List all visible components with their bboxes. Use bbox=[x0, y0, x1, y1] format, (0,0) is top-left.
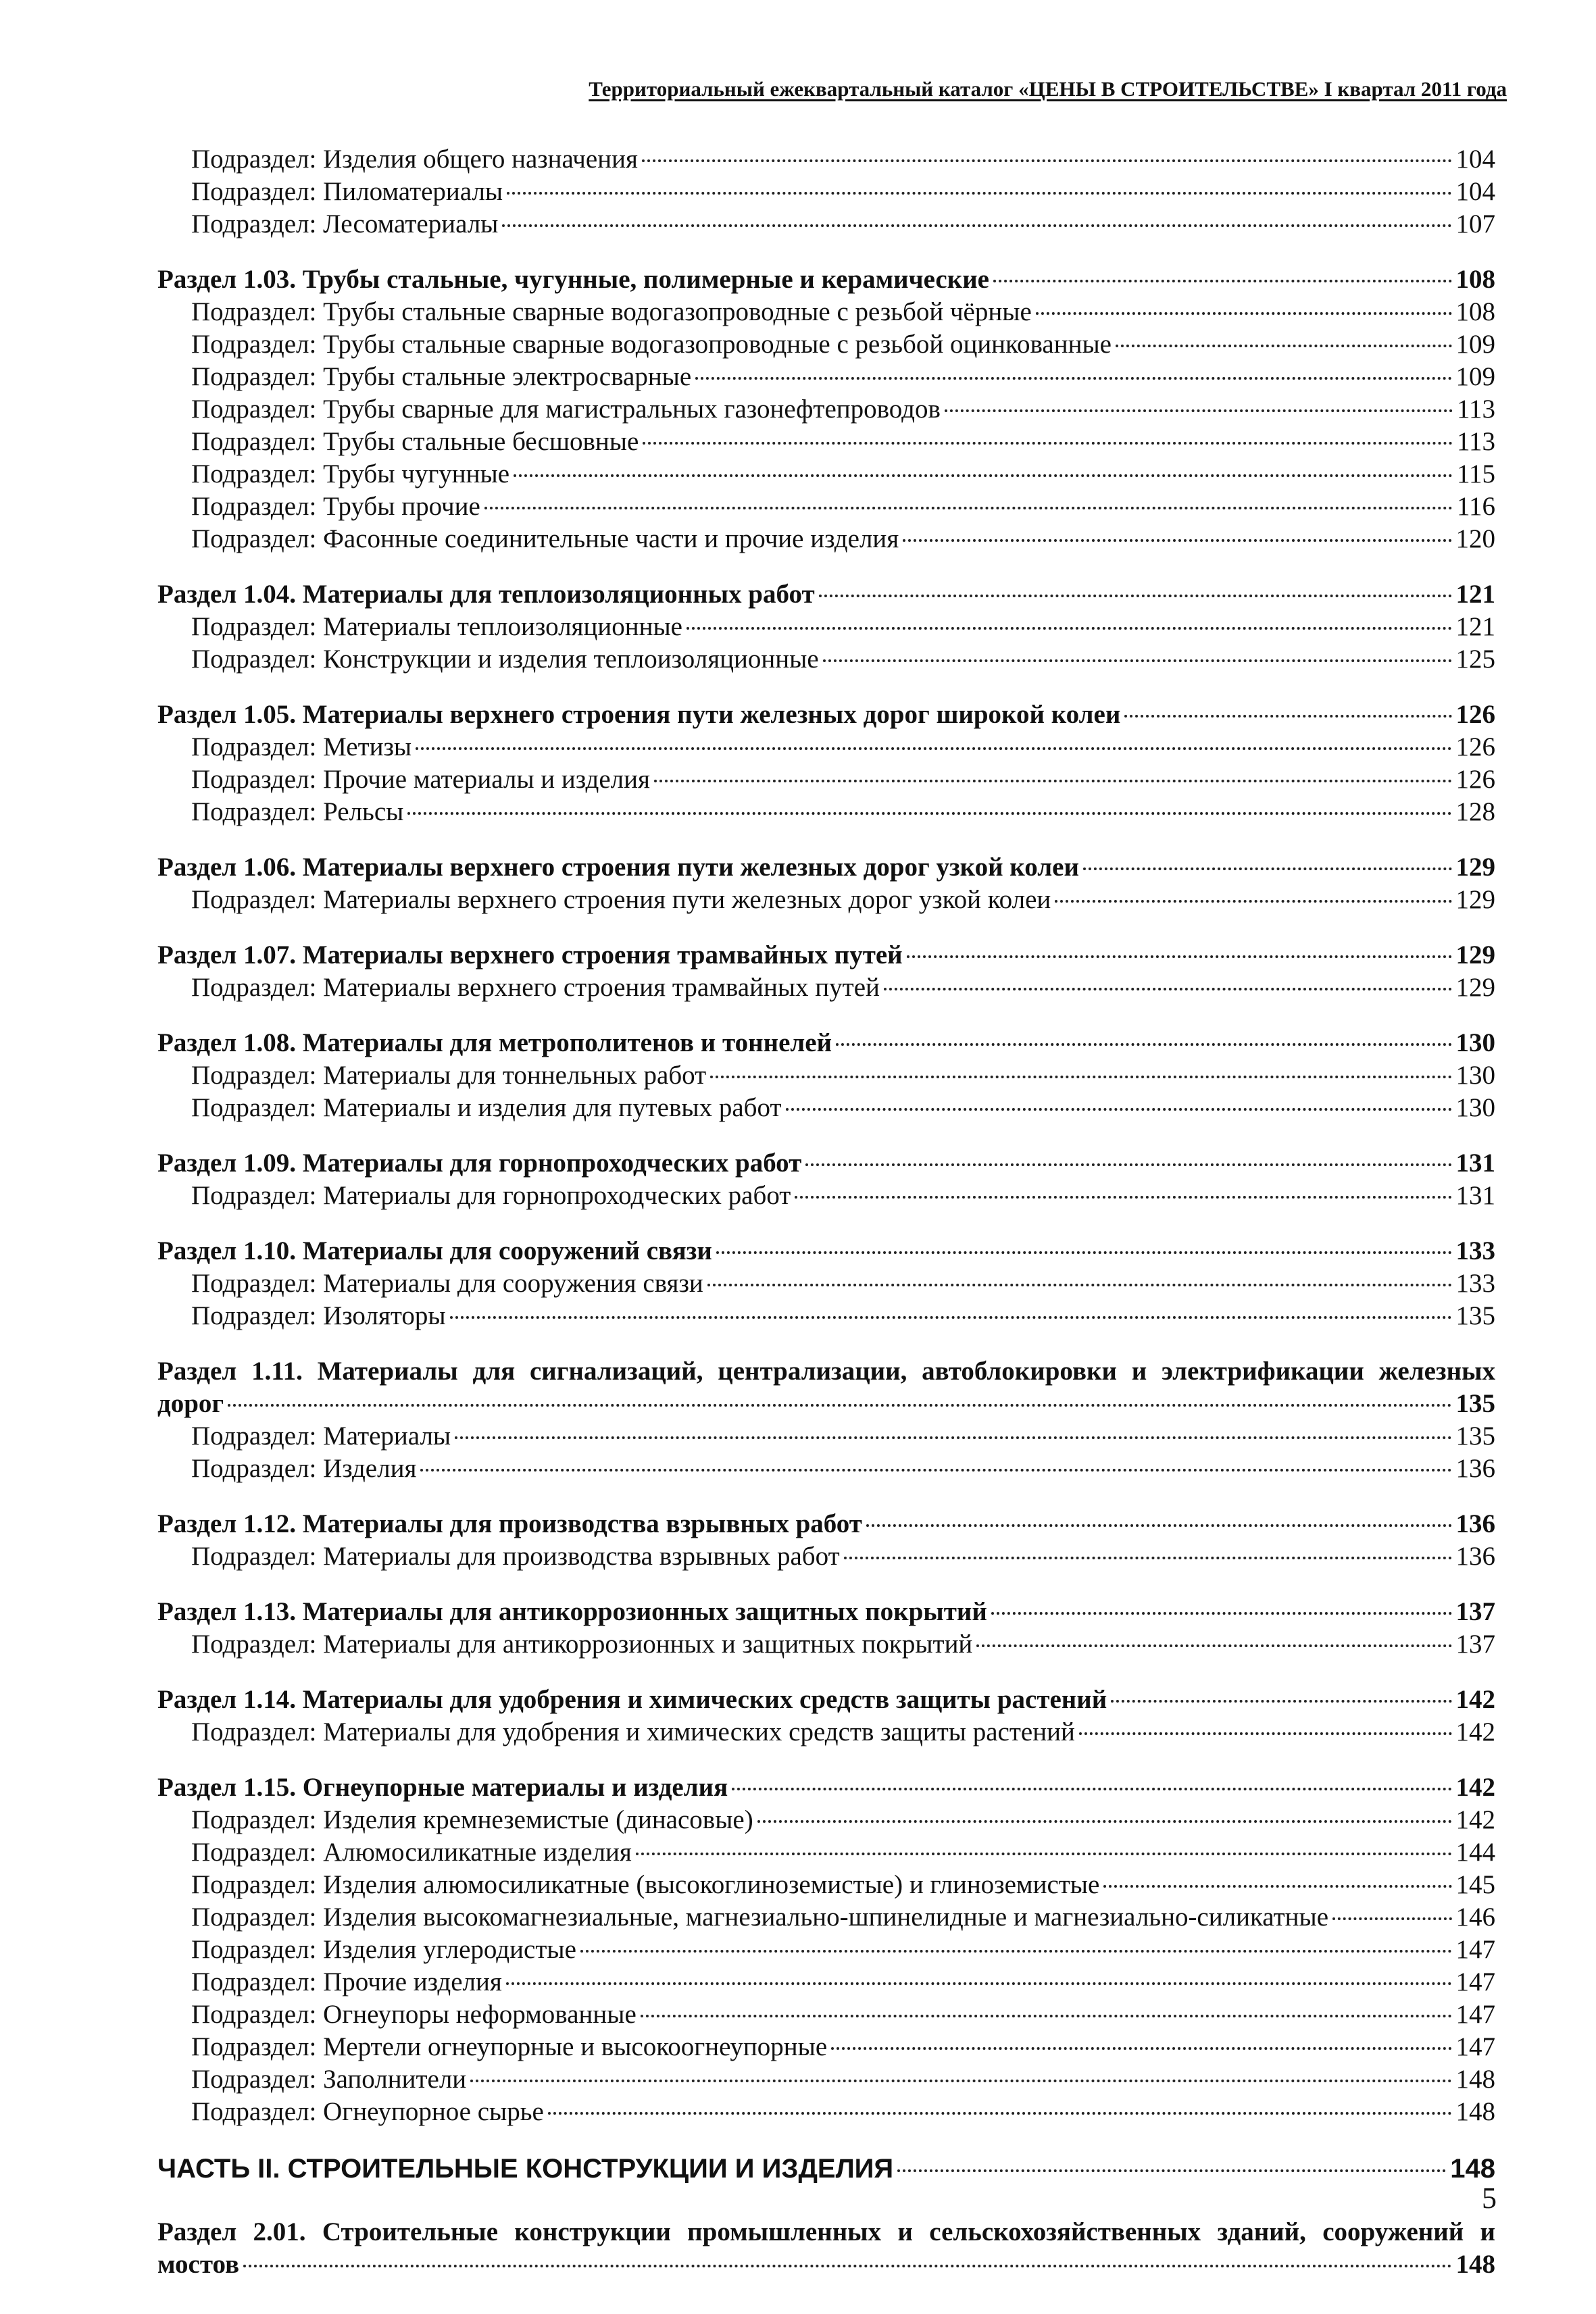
toc-subsection-entry[interactable] bbox=[191, 2031, 1495, 2063]
dot-leader bbox=[580, 1950, 1452, 1953]
entry-page-number: 116 bbox=[1456, 492, 1495, 521]
entry-page-number: 126 bbox=[1455, 700, 1495, 729]
entry-page-number: 113 bbox=[1456, 427, 1495, 456]
toc-subsection-entry[interactable] bbox=[191, 1716, 1495, 1749]
entry-page-number: 104 bbox=[1455, 177, 1495, 206]
toc-subsection-entry[interactable] bbox=[191, 143, 1495, 176]
entry-title: Подраздел: Заполнители bbox=[191, 2065, 467, 2094]
dot-leader bbox=[416, 747, 1451, 750]
toc-subsection-entry[interactable] bbox=[191, 1628, 1495, 1661]
toc-subsection-entry[interactable] bbox=[191, 1092, 1495, 1124]
entry-page-number: 148 bbox=[1455, 2097, 1495, 2126]
toc-section-entry[interactable] bbox=[157, 263, 1495, 296]
dot-leader bbox=[1116, 345, 1452, 347]
dot-leader bbox=[506, 1982, 1452, 1985]
entry-page-number: 129 bbox=[1455, 940, 1495, 970]
section-spacer bbox=[0, 1124, 1596, 1147]
toc-subsection-entry[interactable] bbox=[191, 1804, 1495, 1836]
section-spacer bbox=[0, 1004, 1596, 1027]
dot-leader bbox=[1083, 867, 1452, 870]
dot-leader bbox=[707, 1284, 1452, 1286]
entry-title: Раздел 1.06. Материалы верхнего строения пути железных дорог узкой колеи bbox=[157, 853, 1079, 882]
entry-title: Подраздел: Мертели огнеупорные и высокоогнеупорные bbox=[191, 2032, 828, 2061]
dot-leader bbox=[819, 595, 1452, 597]
entry-title: Подраздел: Материалы для тоннельных работ bbox=[191, 1061, 707, 1090]
entry-page-number: 148 bbox=[1455, 2250, 1495, 2279]
dot-leader bbox=[407, 812, 1451, 815]
dot-leader bbox=[1332, 1917, 1451, 1920]
entry-title: Подраздел: Огнеупоры неформованные bbox=[191, 2000, 637, 2029]
entry-title: Раздел 1.05. Материалы верхнего строения пути железных дорог широкой колеи bbox=[157, 700, 1121, 729]
entry-title: Подраздел: Изделия общего назначения bbox=[191, 145, 638, 174]
entry-title: Раздел 1.13. Материалы для антикоррозионных защитных покрытий bbox=[157, 1597, 987, 1626]
entry-page-number: 148 bbox=[1455, 2065, 1495, 2094]
entry-title: Подраздел: Трубы стальные электросварные bbox=[191, 362, 692, 391]
dot-leader bbox=[484, 507, 1453, 509]
toc-subsection-entry[interactable] bbox=[191, 208, 1495, 241]
entry-title: Подраздел: Алюмосиликатные изделия bbox=[191, 1838, 632, 1867]
dot-leader bbox=[643, 442, 1453, 445]
entry-page-number: 135 bbox=[1455, 1389, 1495, 1418]
dot-leader bbox=[836, 1043, 1451, 1046]
toc-subsection-entry[interactable] bbox=[191, 426, 1495, 458]
entry-title: Раздел 1.09. Материалы для горнопроходческих работ bbox=[157, 1149, 802, 1178]
entry-page-number: 147 bbox=[1455, 2032, 1495, 2061]
toc-section-entry[interactable] bbox=[157, 1388, 1495, 1420]
toc-section-entry[interactable] bbox=[157, 1147, 1495, 1180]
toc-section-entry[interactable] bbox=[157, 1027, 1495, 1059]
dot-leader bbox=[507, 192, 1451, 195]
dot-leader bbox=[907, 955, 1452, 958]
toc-section-entry[interactable] bbox=[157, 1684, 1495, 1716]
entry-title: Раздел 1.08. Материалы для метрополитенов и тоннелей bbox=[157, 1028, 832, 1057]
toc-subsection-entry[interactable] bbox=[191, 1420, 1495, 1453]
toc-subsection-entry[interactable] bbox=[191, 763, 1495, 796]
entry-title: Раздел 1.04. Материалы для теплоизоляционных работ bbox=[157, 580, 815, 609]
entry-title: ЧАСТЬ II. СТРОИТЕЛЬНЫЕ КОНСТРУКЦИИ И ИЗДЕЛИЯ bbox=[157, 2154, 894, 2184]
dot-leader bbox=[641, 2015, 1452, 2017]
entry-page-number: 131 bbox=[1455, 1181, 1495, 1210]
section-spacer bbox=[0, 555, 1596, 578]
entry-page-number: 120 bbox=[1455, 524, 1495, 553]
entry-title: Подраздел: Изделия алюмосиликатные (высокоглиноземистые) и глиноземистые bbox=[191, 1870, 1100, 1899]
toc-subsection-entry[interactable] bbox=[191, 1540, 1495, 1573]
running-header: Территориальный ежеквартальный каталог «ЦЕНЫ В СТРОИТЕЛЬСТВЕ» I квартал 2011 года bbox=[589, 77, 1507, 101]
toc-subsection-entry[interactable] bbox=[191, 972, 1495, 1004]
dot-leader bbox=[243, 2265, 1451, 2267]
entry-page-number: 126 bbox=[1455, 732, 1495, 761]
toc-subsection-entry[interactable] bbox=[191, 176, 1495, 208]
section-spacer bbox=[0, 676, 1596, 699]
dot-leader bbox=[805, 1163, 1451, 1166]
entry-page-number: 131 bbox=[1455, 1149, 1495, 1178]
section-spacer bbox=[0, 1661, 1596, 1684]
entry-page-number: 121 bbox=[1455, 612, 1495, 641]
dot-leader bbox=[1103, 1885, 1451, 1888]
table-of-contents bbox=[0, 143, 1596, 2281]
entry-title: Подраздел: Прочие материалы и изделия bbox=[191, 765, 650, 794]
entry-title: Подраздел: Изоляторы bbox=[191, 1301, 446, 1330]
entry-page-number: 147 bbox=[1455, 2000, 1495, 2029]
entry-page-number: 147 bbox=[1455, 1935, 1495, 1964]
toc-section-entry[interactable] bbox=[157, 1771, 1495, 1804]
entry-title: Раздел 1.15. Огнеупорные материалы и изделия bbox=[157, 1773, 728, 1802]
dot-leader bbox=[1111, 1700, 1451, 1703]
dot-leader bbox=[502, 224, 1451, 227]
section-spacer bbox=[0, 828, 1596, 851]
entry-title: Подраздел: Трубы чугунные bbox=[191, 459, 510, 488]
toc-subsection-entry[interactable] bbox=[191, 1300, 1495, 1332]
section-heading-line: Раздел 1.11. Материалы для сигнализаций, централизации, автоблокировки и электрификации железных bbox=[157, 1357, 1495, 1386]
section-spacer bbox=[0, 1485, 1596, 1508]
entry-title: Раздел 1.14. Материалы для удобрения и химических средств защиты растений bbox=[157, 1685, 1107, 1714]
toc-part-entry[interactable] bbox=[157, 2151, 1495, 2186]
dot-leader bbox=[831, 2047, 1451, 2050]
entry-title: Подраздел: Трубы стальные сварные водогазопроводные с резьбой чёрные bbox=[191, 297, 1032, 326]
entry-page-number: 126 bbox=[1455, 765, 1495, 794]
dot-leader bbox=[823, 659, 1452, 662]
entry-page-number: 137 bbox=[1455, 1597, 1495, 1626]
section-spacer bbox=[0, 1749, 1596, 1771]
dot-leader bbox=[976, 1644, 1451, 1647]
toc-subsection-entry[interactable] bbox=[191, 361, 1495, 393]
entry-page-number: 129 bbox=[1455, 973, 1495, 1002]
toc-subsection-entry[interactable] bbox=[191, 1180, 1495, 1212]
dot-leader bbox=[1036, 312, 1452, 315]
entry-page-number: 135 bbox=[1455, 1301, 1495, 1330]
entry-page-number: 136 bbox=[1455, 1454, 1495, 1483]
entry-page-number: 133 bbox=[1455, 1269, 1495, 1298]
dot-leader bbox=[450, 1316, 1452, 1319]
dot-leader bbox=[866, 1524, 1452, 1527]
toc-subsection-entry[interactable] bbox=[191, 1453, 1495, 1485]
entry-title: Раздел 1.12. Материалы для производства взрывных работ bbox=[157, 1509, 862, 1538]
entry-page-number: 129 bbox=[1455, 853, 1495, 882]
dot-leader bbox=[1079, 1732, 1452, 1735]
section-spacer bbox=[0, 1332, 1596, 1355]
toc-section-entry[interactable] bbox=[157, 1508, 1495, 1540]
dot-leader bbox=[642, 159, 1452, 162]
toc-subsection-entry[interactable] bbox=[191, 1998, 1495, 2031]
dot-leader bbox=[945, 409, 1453, 412]
dot-leader bbox=[548, 2112, 1452, 2115]
entry-title: Подраздел: Материалы и изделия для путевых работ bbox=[191, 1093, 782, 1122]
entry-title: Раздел 1.07. Материалы верхнего строения трамвайных путей bbox=[157, 940, 903, 970]
entry-title: Раздел 1.10. Материалы для сооружений связи bbox=[157, 1236, 712, 1265]
toc-subsection-entry[interactable] bbox=[191, 1267, 1495, 1300]
entry-title: Подраздел: Материалы bbox=[191, 1422, 451, 1451]
entry-title: Подраздел: Изделия углеродистые bbox=[191, 1935, 576, 1964]
toc-subsection-entry[interactable] bbox=[191, 328, 1495, 361]
dot-leader bbox=[710, 1076, 1451, 1078]
entry-title: Подраздел: Изделия bbox=[191, 1454, 417, 1483]
dot-leader bbox=[897, 2169, 1446, 2172]
dot-leader bbox=[455, 1436, 1451, 1439]
dot-leader bbox=[795, 1196, 1451, 1199]
toc-subsection-entry[interactable] bbox=[191, 731, 1495, 763]
section-spacer bbox=[0, 1573, 1596, 1596]
entry-title: мостов bbox=[157, 2250, 240, 2279]
entry-title: Подраздел: Материалы для удобрения и химических средств защиты растений bbox=[191, 1717, 1075, 1746]
entry-page-number: 130 bbox=[1455, 1093, 1495, 1122]
toc-subsection-entry[interactable] bbox=[191, 458, 1495, 491]
entry-title: дорог bbox=[157, 1389, 224, 1418]
toc-subsection-entry[interactable] bbox=[191, 2096, 1495, 2128]
toc-subsection-entry[interactable] bbox=[191, 1966, 1495, 1998]
entry-page-number: 108 bbox=[1455, 297, 1495, 326]
toc-subsection-entry[interactable] bbox=[191, 523, 1495, 555]
entry-page-number: 142 bbox=[1455, 1773, 1495, 1802]
section-spacer bbox=[0, 2128, 1596, 2151]
toc-subsection-entry[interactable] bbox=[191, 884, 1495, 916]
dot-leader bbox=[903, 539, 1451, 542]
entry-page-number: 108 bbox=[1455, 265, 1495, 294]
entry-title: Подраздел: Рельсы bbox=[191, 797, 404, 826]
dot-leader bbox=[844, 1557, 1452, 1559]
section-spacer bbox=[0, 1212, 1596, 1235]
section-heading-line: Раздел 2.01. Строительные конструкции промышленных и сельскохозяйственных зданий, сооружений и bbox=[157, 2217, 1495, 2246]
section-spacer bbox=[0, 916, 1596, 939]
entry-page-number: 129 bbox=[1455, 885, 1495, 914]
entry-page-number: 142 bbox=[1455, 1805, 1495, 1834]
entry-page-number: 130 bbox=[1455, 1028, 1495, 1057]
entry-title: Подраздел: Пиломатериалы bbox=[191, 177, 503, 206]
entry-title: Подраздел: Изделия кремнеземистые (динасовые) bbox=[191, 1805, 753, 1834]
entry-page-number: 146 bbox=[1455, 1903, 1495, 1932]
entry-title: Подраздел: Материалы верхнего строения трамвайных путей bbox=[191, 973, 880, 1002]
entry-title: Подраздел: Лесоматериалы bbox=[191, 209, 499, 238]
entry-page-number: 136 bbox=[1455, 1542, 1495, 1571]
toc-section-entry[interactable] bbox=[157, 2248, 1495, 2281]
toc-subsection-entry[interactable] bbox=[191, 1934, 1495, 1966]
toc-subsection-entry[interactable] bbox=[191, 491, 1495, 523]
entry-page-number: 109 bbox=[1455, 330, 1495, 359]
toc-section-entry[interactable] bbox=[157, 851, 1495, 884]
toc-subsection-entry[interactable] bbox=[191, 2063, 1495, 2096]
page-number: 5 bbox=[1482, 2182, 1497, 2215]
toc-subsection-entry[interactable] bbox=[191, 1869, 1495, 1901]
dot-leader bbox=[732, 1788, 1451, 1790]
entry-title: Подраздел: Трубы сварные для магистральных газонефтепроводов bbox=[191, 395, 941, 424]
dot-leader bbox=[687, 627, 1452, 630]
entry-title: Подраздел: Трубы стальные сварные водогазопроводные с резьбой оцинкованные bbox=[191, 330, 1112, 359]
toc-subsection-entry[interactable] bbox=[191, 796, 1495, 828]
entry-page-number: 135 bbox=[1455, 1422, 1495, 1451]
entry-title: Подраздел: Материалы для антикоррозионных и защитных покрытий bbox=[191, 1630, 973, 1659]
dot-leader bbox=[470, 2080, 1451, 2082]
entry-title: Подраздел: Трубы стальные бесшовные bbox=[191, 427, 639, 456]
toc-section-entry[interactable] bbox=[157, 699, 1495, 731]
dot-leader bbox=[654, 780, 1452, 782]
dot-leader bbox=[1055, 900, 1451, 903]
toc-section-entry[interactable] bbox=[157, 939, 1495, 972]
entry-page-number: 136 bbox=[1455, 1509, 1495, 1538]
dot-leader bbox=[636, 1853, 1452, 1855]
entry-title: Подраздел: Материалы верхнего строения пути железных дорог узкой колеи bbox=[191, 885, 1051, 914]
dot-leader bbox=[991, 1612, 1452, 1615]
dot-leader bbox=[514, 474, 1453, 477]
toc-subsection-entry[interactable] bbox=[191, 296, 1495, 328]
entry-page-number: 104 bbox=[1455, 145, 1495, 174]
entry-page-number: 128 bbox=[1455, 797, 1495, 826]
entry-page-number: 107 bbox=[1455, 209, 1495, 238]
entry-page-number: 115 bbox=[1456, 459, 1495, 488]
entry-page-number: 142 bbox=[1455, 1685, 1495, 1714]
entry-title: Подраздел: Материалы для производства взрывных работ bbox=[191, 1542, 840, 1571]
section-spacer bbox=[0, 2186, 1596, 2216]
toc-subsection-entry[interactable] bbox=[191, 393, 1495, 426]
entry-page-number: 147 bbox=[1455, 1967, 1495, 1996]
entry-title: Подраздел: Изделия высокомагнезиальные, магнезиально-шпинелидные и магнезиально-силикатные bbox=[191, 1903, 1329, 1932]
entry-page-number: 109 bbox=[1455, 362, 1495, 391]
toc-subsection-entry[interactable] bbox=[191, 1836, 1495, 1869]
entry-title: Подраздел: Трубы прочие bbox=[191, 492, 480, 521]
entry-title: Подраздел: Прочие изделия bbox=[191, 1967, 502, 1996]
entry-page-number: 145 bbox=[1455, 1870, 1495, 1899]
entry-title: Подраздел: Конструкции и изделия теплоизоляционные bbox=[191, 645, 819, 674]
toc-section-entry[interactable] bbox=[157, 1235, 1495, 1267]
toc-subsection-entry[interactable] bbox=[191, 611, 1495, 643]
entry-title: Подраздел: Фасонные соединительные части и прочие изделия bbox=[191, 524, 899, 553]
dot-leader bbox=[695, 377, 1451, 380]
entry-page-number: 121 bbox=[1455, 580, 1495, 609]
entry-page-number: 133 bbox=[1455, 1236, 1495, 1265]
dot-leader bbox=[1124, 715, 1451, 718]
dot-leader bbox=[757, 1820, 1452, 1823]
entry-page-number: 144 bbox=[1455, 1838, 1495, 1867]
entry-page-number: 148 bbox=[1450, 2154, 1495, 2184]
toc-section-entry[interactable] bbox=[157, 1596, 1495, 1628]
dot-leader bbox=[884, 988, 1452, 990]
entry-page-number: 113 bbox=[1456, 395, 1495, 424]
toc-subsection-entry[interactable] bbox=[191, 1059, 1495, 1092]
dot-leader bbox=[786, 1108, 1452, 1111]
entry-page-number: 142 bbox=[1455, 1717, 1495, 1746]
entry-title: Подраздел: Метизы bbox=[191, 732, 412, 761]
toc-section-entry[interactable] bbox=[157, 578, 1495, 611]
entry-page-number: 130 bbox=[1455, 1061, 1495, 1090]
entry-title: Подраздел: Материалы для горнопроходческих работ bbox=[191, 1181, 791, 1210]
dot-leader bbox=[420, 1469, 1451, 1472]
toc-subsection-entry[interactable] bbox=[191, 1901, 1495, 1934]
entry-title: Раздел 1.03. Трубы стальные, чугунные, полимерные и керамические bbox=[157, 265, 989, 294]
dot-leader bbox=[993, 280, 1452, 282]
toc-subsection-entry[interactable] bbox=[191, 643, 1495, 676]
section-spacer bbox=[0, 241, 1596, 263]
entry-title: Подраздел: Материалы для сооружения связи bbox=[191, 1269, 703, 1298]
dot-leader bbox=[228, 1404, 1451, 1407]
dot-leader bbox=[716, 1251, 1452, 1254]
entry-title: Подраздел: Материалы теплоизоляционные bbox=[191, 612, 682, 641]
entry-title: Подраздел: Огнеупорное сырье bbox=[191, 2097, 544, 2126]
entry-page-number: 137 bbox=[1455, 1630, 1495, 1659]
entry-page-number: 125 bbox=[1455, 645, 1495, 674]
